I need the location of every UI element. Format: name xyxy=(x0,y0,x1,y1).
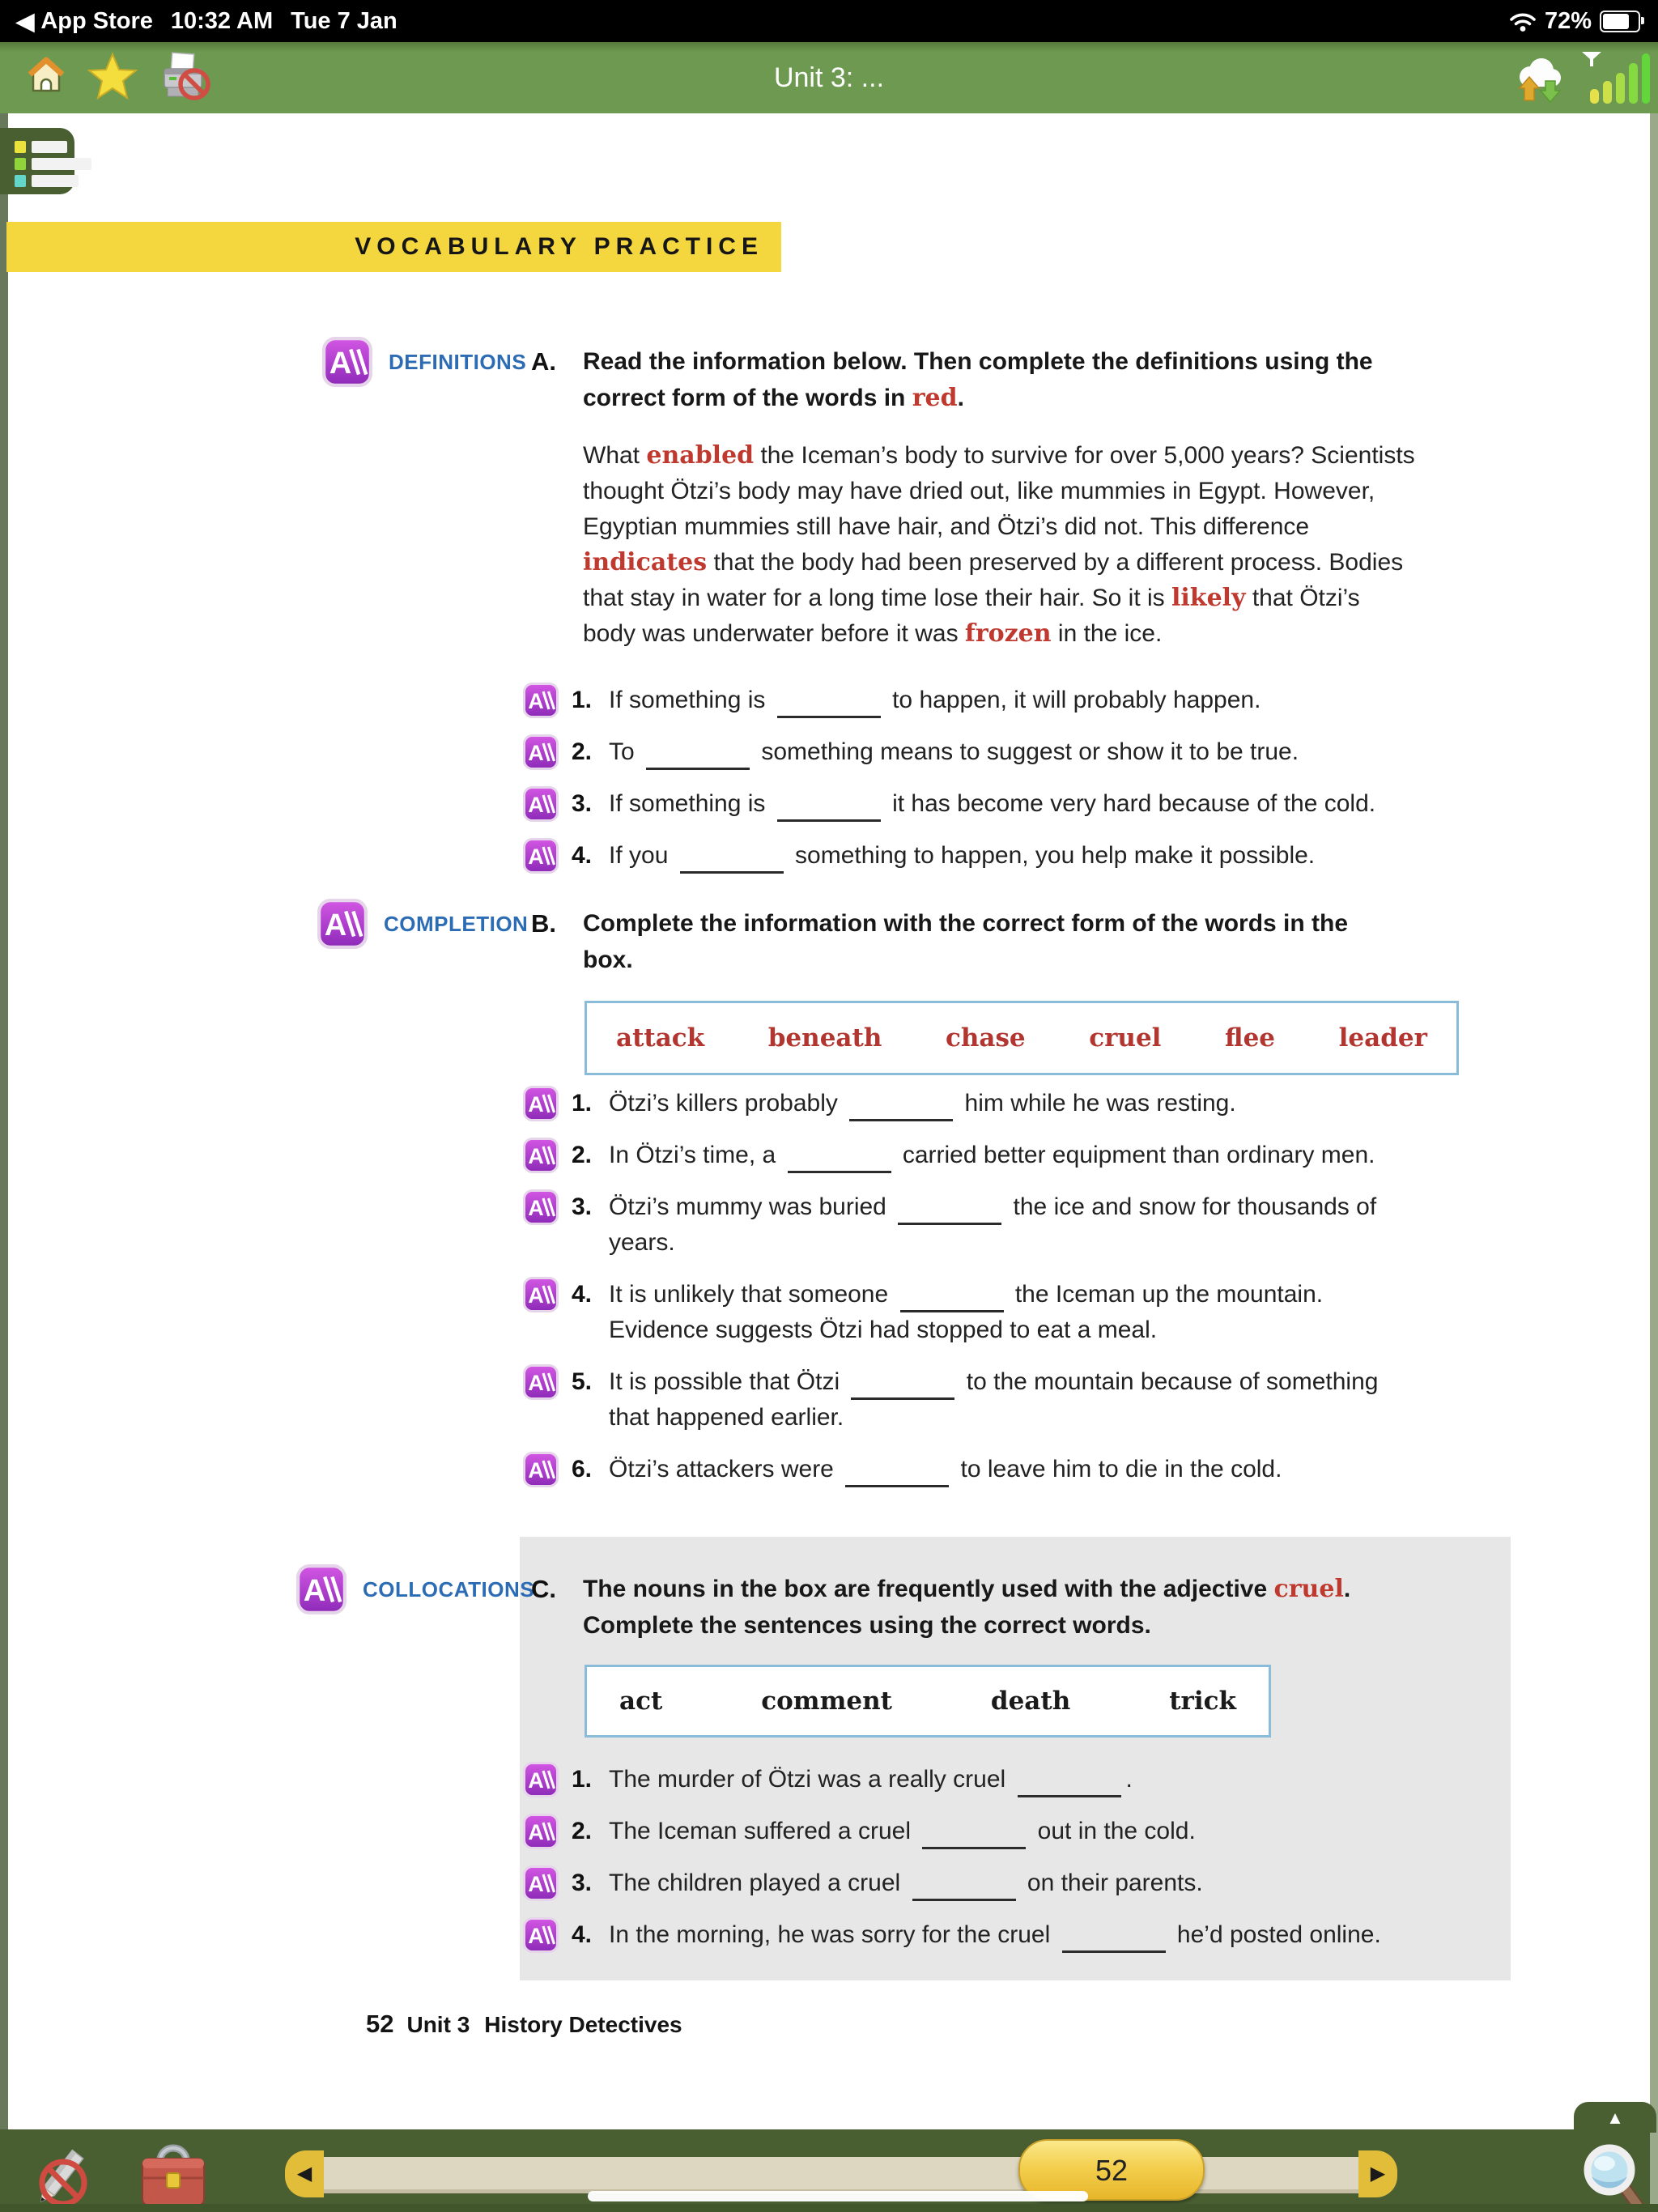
exercise-item xyxy=(523,1364,1540,1436)
svg-text:A: A xyxy=(528,1144,544,1168)
answer-blank[interactable] xyxy=(1018,1769,1121,1797)
section-letter: C. xyxy=(531,1575,556,1603)
activity-a-icon[interactable] xyxy=(322,337,372,387)
svg-text:A: A xyxy=(528,689,544,713)
word-box-word: death xyxy=(990,1687,1071,1716)
exercise-item xyxy=(523,1086,1540,1121)
reading-paragraph: What enabled the Iceman’s body to survive for over 5,000 years? Scientists thought Ötzi’s body may have dried out, like mummies in Egypt. However, Egyptian mummies still have hair, and Ötzi’s did not. This difference indicates that the body had been preserved by a different process. Bodies that stay in water for a long time lose their hair. So it is likely that Ötzi’s body was underwater before it was frozen in the ice. xyxy=(583,441,1415,648)
activity-a-icon[interactable] xyxy=(523,1762,559,1797)
activity-a-icon[interactable] xyxy=(523,683,559,718)
activity-a-icon[interactable] xyxy=(523,838,559,874)
page-footer xyxy=(366,2010,682,2039)
activity-a-icon[interactable] xyxy=(523,1364,559,1400)
page-right-edge xyxy=(1650,113,1658,2212)
answer-blank[interactable] xyxy=(900,1284,1004,1312)
slider-page-value: 52 xyxy=(1095,2154,1129,2187)
activity-a-icon[interactable] xyxy=(523,1814,559,1849)
svg-text:A: A xyxy=(528,1092,544,1117)
activity-a-icon[interactable] xyxy=(523,1277,559,1312)
word-box-word: cruel xyxy=(1089,1023,1162,1053)
word-box-word: act xyxy=(619,1687,663,1716)
page-left-edge xyxy=(0,113,8,2129)
section-instruction: Read the information below. Then complete the definitions using the correct form of the words in red. xyxy=(583,348,1373,412)
activity-a-icon[interactable] xyxy=(523,734,559,770)
word-box-word: leader xyxy=(1338,1023,1427,1053)
item-text: Ötzi’s killers probably him while he was resting. xyxy=(609,1086,1540,1121)
item-number: 2. xyxy=(572,1142,593,1168)
activity-a-icon[interactable] xyxy=(523,1452,559,1487)
item-number: 4. xyxy=(572,1921,593,1948)
exercise-item xyxy=(523,1452,1540,1487)
section-instruction: The nouns in the box are frequently used with the adjective cruel. Complete the sentences using the correct words. xyxy=(583,1575,1351,1639)
svg-text:A: A xyxy=(528,741,544,765)
item-number: 3. xyxy=(572,1870,593,1896)
activity-a-icon[interactable] xyxy=(523,1865,559,1901)
magnifier-icon[interactable] xyxy=(1577,2134,1652,2212)
activity-a-icon[interactable] xyxy=(317,899,368,949)
svg-text:A: A xyxy=(528,1196,544,1220)
word-box-word: comment xyxy=(761,1687,892,1716)
book-title: History Detectives xyxy=(484,2012,682,2037)
item-text: In the morning, he was sorry for the cruel he’d posted online. xyxy=(609,1917,1540,1953)
item-number: 1. xyxy=(572,1090,593,1117)
svg-text:A: A xyxy=(528,844,544,869)
activity-a-icon[interactable] xyxy=(523,1277,559,1312)
status-time: 10:32 AM xyxy=(170,7,274,34)
item-text: Ötzi’s attackers were to leave him to die in the cold. xyxy=(609,1452,1540,1487)
word-box xyxy=(585,1665,1271,1738)
activity-a-icon[interactable] xyxy=(523,1189,559,1225)
section-tag: DEFINITIONS xyxy=(389,350,527,374)
sync-cloud-icon[interactable] xyxy=(1514,50,1566,104)
activity-a-icon[interactable] xyxy=(296,1564,346,1614)
home-icon[interactable] xyxy=(24,52,68,97)
activity-a-icon[interactable] xyxy=(322,337,372,387)
activity-a-icon[interactable] xyxy=(523,1917,559,1953)
activity-a-icon[interactable] xyxy=(523,1917,559,1953)
activity-a-icon[interactable] xyxy=(523,1814,559,1849)
item-text: If something is it has become very hard because of the cold. xyxy=(609,786,1540,822)
toolbox-icon[interactable] xyxy=(136,2141,210,2209)
answer-blank[interactable] xyxy=(845,1459,949,1487)
answer-blank[interactable] xyxy=(851,1372,954,1400)
item-number: 1. xyxy=(572,1766,593,1793)
item-text: To something means to suggest or show it to be true. xyxy=(609,734,1540,770)
battery-icon xyxy=(1600,11,1640,32)
answer-blank[interactable] xyxy=(1062,1925,1166,1953)
wifi-icon xyxy=(1509,11,1537,32)
scroll-up-icon: ▲ xyxy=(1606,2108,1624,2128)
exercise-items xyxy=(523,683,1540,890)
svg-text:A: A xyxy=(303,1574,326,1609)
exercise-item xyxy=(523,1917,1540,1953)
word-box xyxy=(585,1001,1459,1075)
status-bar xyxy=(0,0,1658,42)
svg-text:A: A xyxy=(528,1768,544,1793)
battery-percent: 72% xyxy=(1544,7,1592,34)
app-toolbar xyxy=(0,42,1658,113)
answer-blank[interactable] xyxy=(680,845,784,874)
answer-blank[interactable] xyxy=(912,1873,1016,1901)
section-letter: B. xyxy=(531,909,556,938)
svg-text:A: A xyxy=(528,1820,544,1844)
prev-page-icon: ◀ xyxy=(296,2163,312,2184)
exercise-item xyxy=(523,734,1540,770)
exercise-items xyxy=(523,1086,1540,1504)
item-number: 4. xyxy=(572,1281,593,1308)
word-box-word: attack xyxy=(616,1023,705,1053)
page-number: 52 xyxy=(366,2010,394,2038)
answer-blank[interactable] xyxy=(777,793,881,822)
activity-a-icon[interactable] xyxy=(523,734,559,770)
section-letter: A. xyxy=(531,347,556,376)
home-indicator[interactable] xyxy=(588,2191,1088,2201)
item-number: 5. xyxy=(572,1368,593,1395)
activity-a-icon[interactable] xyxy=(523,786,559,822)
item-number: 4. xyxy=(572,842,593,869)
activity-a-icon[interactable] xyxy=(523,1865,559,1901)
activity-a-icon[interactable] xyxy=(523,1138,559,1173)
page-title: Unit 3: ... xyxy=(773,62,885,93)
answer-blank[interactable] xyxy=(922,1821,1026,1849)
activity-a-icon[interactable] xyxy=(296,1564,346,1614)
scroll-up-tab[interactable] xyxy=(1574,2102,1656,2133)
back-to-app-button[interactable] xyxy=(16,7,153,36)
item-number: 6. xyxy=(572,1456,593,1482)
section-tag: COLLOCATIONS xyxy=(363,1577,535,1602)
section-banner: VOCABULARY PRACTICE xyxy=(6,222,781,272)
svg-text:A: A xyxy=(528,1458,544,1482)
activity-a-icon[interactable] xyxy=(523,1452,559,1487)
svg-text:A: A xyxy=(528,1371,544,1395)
next-page-icon: ▶ xyxy=(1370,2163,1386,2184)
next-page-button[interactable] xyxy=(1358,2150,1397,2197)
item-text: The Iceman suffered a cruel out in the cold. xyxy=(609,1814,1540,1849)
contents-menu-tab[interactable] xyxy=(0,128,74,194)
svg-text:A: A xyxy=(528,793,544,817)
exercise-item xyxy=(523,1865,1540,1901)
activity-a-icon[interactable] xyxy=(523,683,559,718)
svg-text:A: A xyxy=(528,1924,544,1948)
back-arrow-icon: ◀ xyxy=(16,8,35,35)
item-text: Ötzi’s mummy was buried the ice and snow for thousands of years. xyxy=(609,1193,1377,1256)
activity-a-icon[interactable] xyxy=(523,786,559,822)
word-box-word: beneath xyxy=(767,1023,882,1053)
activity-a-icon[interactable] xyxy=(523,1762,559,1797)
exercise-item xyxy=(523,1762,1540,1797)
exercise-item xyxy=(523,683,1540,718)
prev-page-button[interactable] xyxy=(285,2150,324,2197)
favorites-star-icon[interactable] xyxy=(87,52,138,100)
answer-blank[interactable] xyxy=(849,1093,953,1121)
answer-blank[interactable] xyxy=(646,742,750,770)
item-text: The children played a cruel on their parents. xyxy=(609,1865,1540,1901)
item-text: The murder of Ötzi was a really cruel . xyxy=(609,1762,1540,1797)
answer-blank[interactable] xyxy=(898,1197,1001,1225)
exercise-item xyxy=(523,838,1540,874)
svg-text:A: A xyxy=(329,347,352,381)
item-number: 3. xyxy=(572,790,593,817)
section-instruction: Complete the information with the correct form of the words in the box. xyxy=(583,910,1349,973)
activity-a-icon[interactable] xyxy=(523,1086,559,1121)
activity-a-icon[interactable] xyxy=(523,1086,559,1121)
word-box-word: chase xyxy=(945,1023,1026,1053)
pencil-disabled-icon[interactable] xyxy=(21,2141,102,2212)
activity-a-icon[interactable] xyxy=(317,899,368,949)
activity-a-icon[interactable] xyxy=(523,1364,559,1400)
item-text: If something is to happen, it will probably happen. xyxy=(609,683,1540,718)
status-date: Tue 7 Jan xyxy=(291,7,397,34)
print-disabled-icon[interactable] xyxy=(157,52,214,105)
exercise-item xyxy=(523,786,1540,822)
exercise-item xyxy=(523,1814,1540,1849)
back-app-label: App Store xyxy=(40,7,153,34)
svg-text:A: A xyxy=(528,1872,544,1896)
activity-a-icon[interactable] xyxy=(523,838,559,874)
unit-label: Unit 3 xyxy=(406,2012,470,2037)
section-tag: COMPLETION xyxy=(384,912,529,936)
item-number: 1. xyxy=(572,687,593,713)
exercise-item xyxy=(523,1138,1540,1173)
activity-a-icon[interactable] xyxy=(523,1189,559,1225)
item-text: It is possible that Ötzi to the mountain because of something that happened earlier. xyxy=(609,1368,1379,1431)
word-box-word: flee xyxy=(1225,1023,1276,1053)
item-number: 2. xyxy=(572,738,593,765)
exercise-items xyxy=(523,1762,1540,1969)
exercise-item xyxy=(523,1277,1540,1348)
svg-text:A: A xyxy=(324,908,347,943)
exercise-item xyxy=(523,1189,1540,1261)
item-text: It is unlikely that someone the Iceman up the mountain. Evidence suggests Ötzi had stopped to eat a meal. xyxy=(609,1281,1324,1343)
item-text: In Ötzi’s time, a carried better equipment than ordinary men. xyxy=(609,1138,1540,1173)
item-text: If you something to happen, you help make it possible. xyxy=(609,838,1540,874)
svg-text:A: A xyxy=(528,1283,544,1308)
word-box-word: trick xyxy=(1169,1687,1236,1716)
item-number: 2. xyxy=(572,1818,593,1844)
progress-bars-icon[interactable] xyxy=(1580,50,1650,104)
activity-a-icon[interactable] xyxy=(523,1138,559,1173)
answer-blank[interactable] xyxy=(777,690,881,718)
answer-blank[interactable] xyxy=(788,1145,891,1173)
bottom-strip xyxy=(0,2204,1658,2212)
item-number: 3. xyxy=(572,1193,593,1220)
